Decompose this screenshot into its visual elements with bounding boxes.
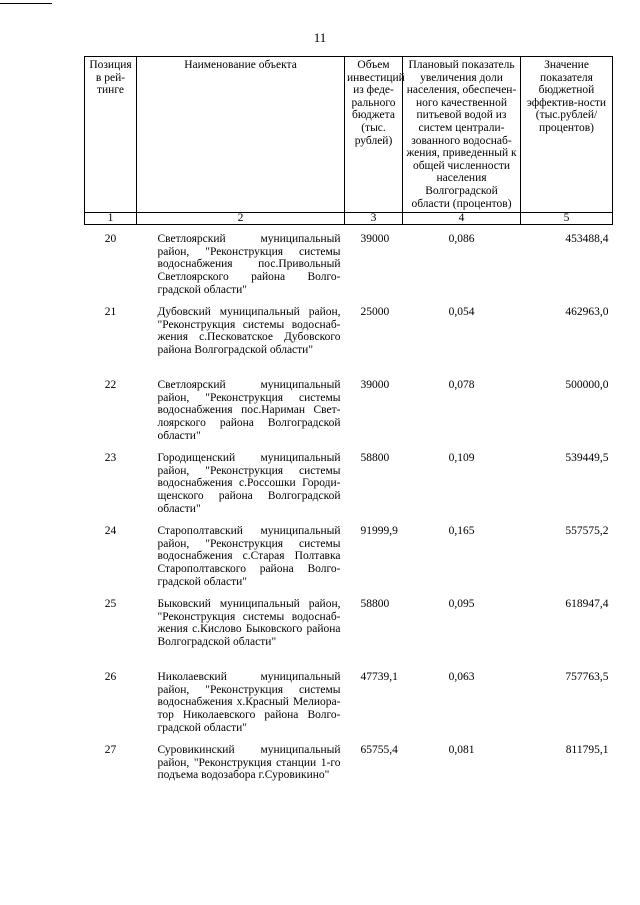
row-name: Городищенский муниципальный район, "Реконструкция системы водоснабжения с.Россошки Городи-щенского района Волгоградской области" bbox=[157, 452, 341, 515]
header-indicator: Плановый показатель увеличения доли населения, обеспечен-ного качественной питьевой водой из систем централи-зованного водоснаб-жения, приведенный к общей численности населения Волгоградской области (процентов) bbox=[403, 57, 521, 213]
row-name: Николаевский муниципальный район, "Реконструкция системы водоснабжения х.Красный Мелиора-тор Николаевского района Волго-градской области" bbox=[157, 671, 341, 734]
row-name: Быковский муниципальный район, "Реконструкция системы водоснаб-жения с.Кислово Быковского района Волгоградской области" bbox=[157, 598, 341, 648]
row-position: 24 bbox=[104, 525, 117, 538]
table-row bbox=[85, 598, 613, 671]
row-indicator: 0,165 bbox=[448, 525, 475, 538]
row-name: Светлоярский муниципальный район, "Реконструкция системы водоснабжения пос.Нариман Свет-лоярского района Волгоградской области" bbox=[157, 379, 341, 442]
table-row bbox=[85, 379, 613, 452]
row-name: Суровикинский муниципальный район, "Реконструкция станции 1-го подъема водозабора г.Суровикино" bbox=[157, 744, 341, 782]
row-efficiency: 462963,0 bbox=[565, 306, 609, 319]
column-number: 1 bbox=[85, 213, 137, 225]
row-efficiency: 618947,4 bbox=[565, 598, 609, 611]
corner-line bbox=[0, 3, 52, 4]
table-row bbox=[85, 744, 613, 817]
table-row bbox=[85, 525, 613, 598]
row-position: 21 bbox=[104, 306, 117, 319]
table-row bbox=[85, 225, 613, 307]
row-name: Старополтавский муниципальный район, "Реконструкция системы водоснабжения с.Старая Полтавка Старополтавского района Волго-градской области" bbox=[157, 525, 341, 588]
column-number: 5 bbox=[521, 213, 613, 225]
row-investment: 39000 bbox=[360, 233, 390, 246]
header-investment: Объем инвестиций из феде-рального бюджета (тыс. рублей) bbox=[345, 57, 403, 213]
column-number: 3 bbox=[345, 213, 403, 225]
header-position: Позиция в рей-тинге bbox=[85, 57, 137, 213]
row-indicator: 0,095 bbox=[448, 598, 475, 611]
row-efficiency: 539449,5 bbox=[565, 452, 609, 465]
column-number-row bbox=[85, 213, 613, 225]
column-number: 2 bbox=[137, 213, 345, 225]
column-number: 4 bbox=[403, 213, 521, 225]
row-investment: 25000 bbox=[360, 306, 390, 319]
row-indicator: 0,086 bbox=[448, 233, 475, 246]
row-investment: 39000 bbox=[360, 379, 390, 392]
row-position: 22 bbox=[104, 379, 117, 392]
row-efficiency: 557575,2 bbox=[565, 525, 609, 538]
row-indicator: 0,109 bbox=[448, 452, 475, 465]
row-position: 23 bbox=[104, 452, 117, 465]
row-investment: 47739,1 bbox=[360, 671, 398, 684]
row-position: 26 bbox=[104, 671, 117, 684]
row-efficiency: 811795,1 bbox=[565, 744, 609, 757]
table-row bbox=[85, 452, 613, 525]
row-indicator: 0,078 bbox=[448, 379, 475, 392]
row-investment: 65755,4 bbox=[360, 744, 398, 757]
row-name: Светлоярский муниципальный район, "Реконструкция системы водоснабжения пос.Привольный Светлоярского района Волго-градской области" bbox=[157, 233, 341, 296]
row-efficiency: 500000,0 bbox=[565, 379, 609, 392]
header-name: Наименование объекта bbox=[137, 57, 345, 213]
row-name: Дубовский муниципальный район, "Реконструкция системы водоснаб-жения с.Песковатское Дубовского района Волгоградской области" bbox=[157, 306, 341, 356]
table-row bbox=[85, 306, 613, 379]
row-investment: 58800 bbox=[360, 452, 390, 465]
row-indicator: 0,081 bbox=[448, 744, 475, 757]
row-position: 27 bbox=[104, 744, 117, 757]
row-efficiency: 453488,4 bbox=[565, 233, 609, 246]
page-number: 11 bbox=[313, 30, 327, 45]
row-investment: 58800 bbox=[360, 598, 390, 611]
row-efficiency: 757763,5 bbox=[565, 671, 609, 684]
header-efficiency: Значение показателя бюджетной эффектив-ности (тыс.рублей/ процентов) bbox=[521, 57, 613, 213]
row-indicator: 0,063 bbox=[448, 671, 475, 684]
row-position: 25 bbox=[104, 598, 117, 611]
row-investment: 91999,9 bbox=[360, 525, 398, 538]
row-indicator: 0,054 bbox=[448, 306, 475, 319]
rating-table bbox=[84, 56, 613, 817]
table-row bbox=[85, 671, 613, 744]
header-row bbox=[85, 57, 613, 213]
row-position: 20 bbox=[104, 233, 117, 246]
